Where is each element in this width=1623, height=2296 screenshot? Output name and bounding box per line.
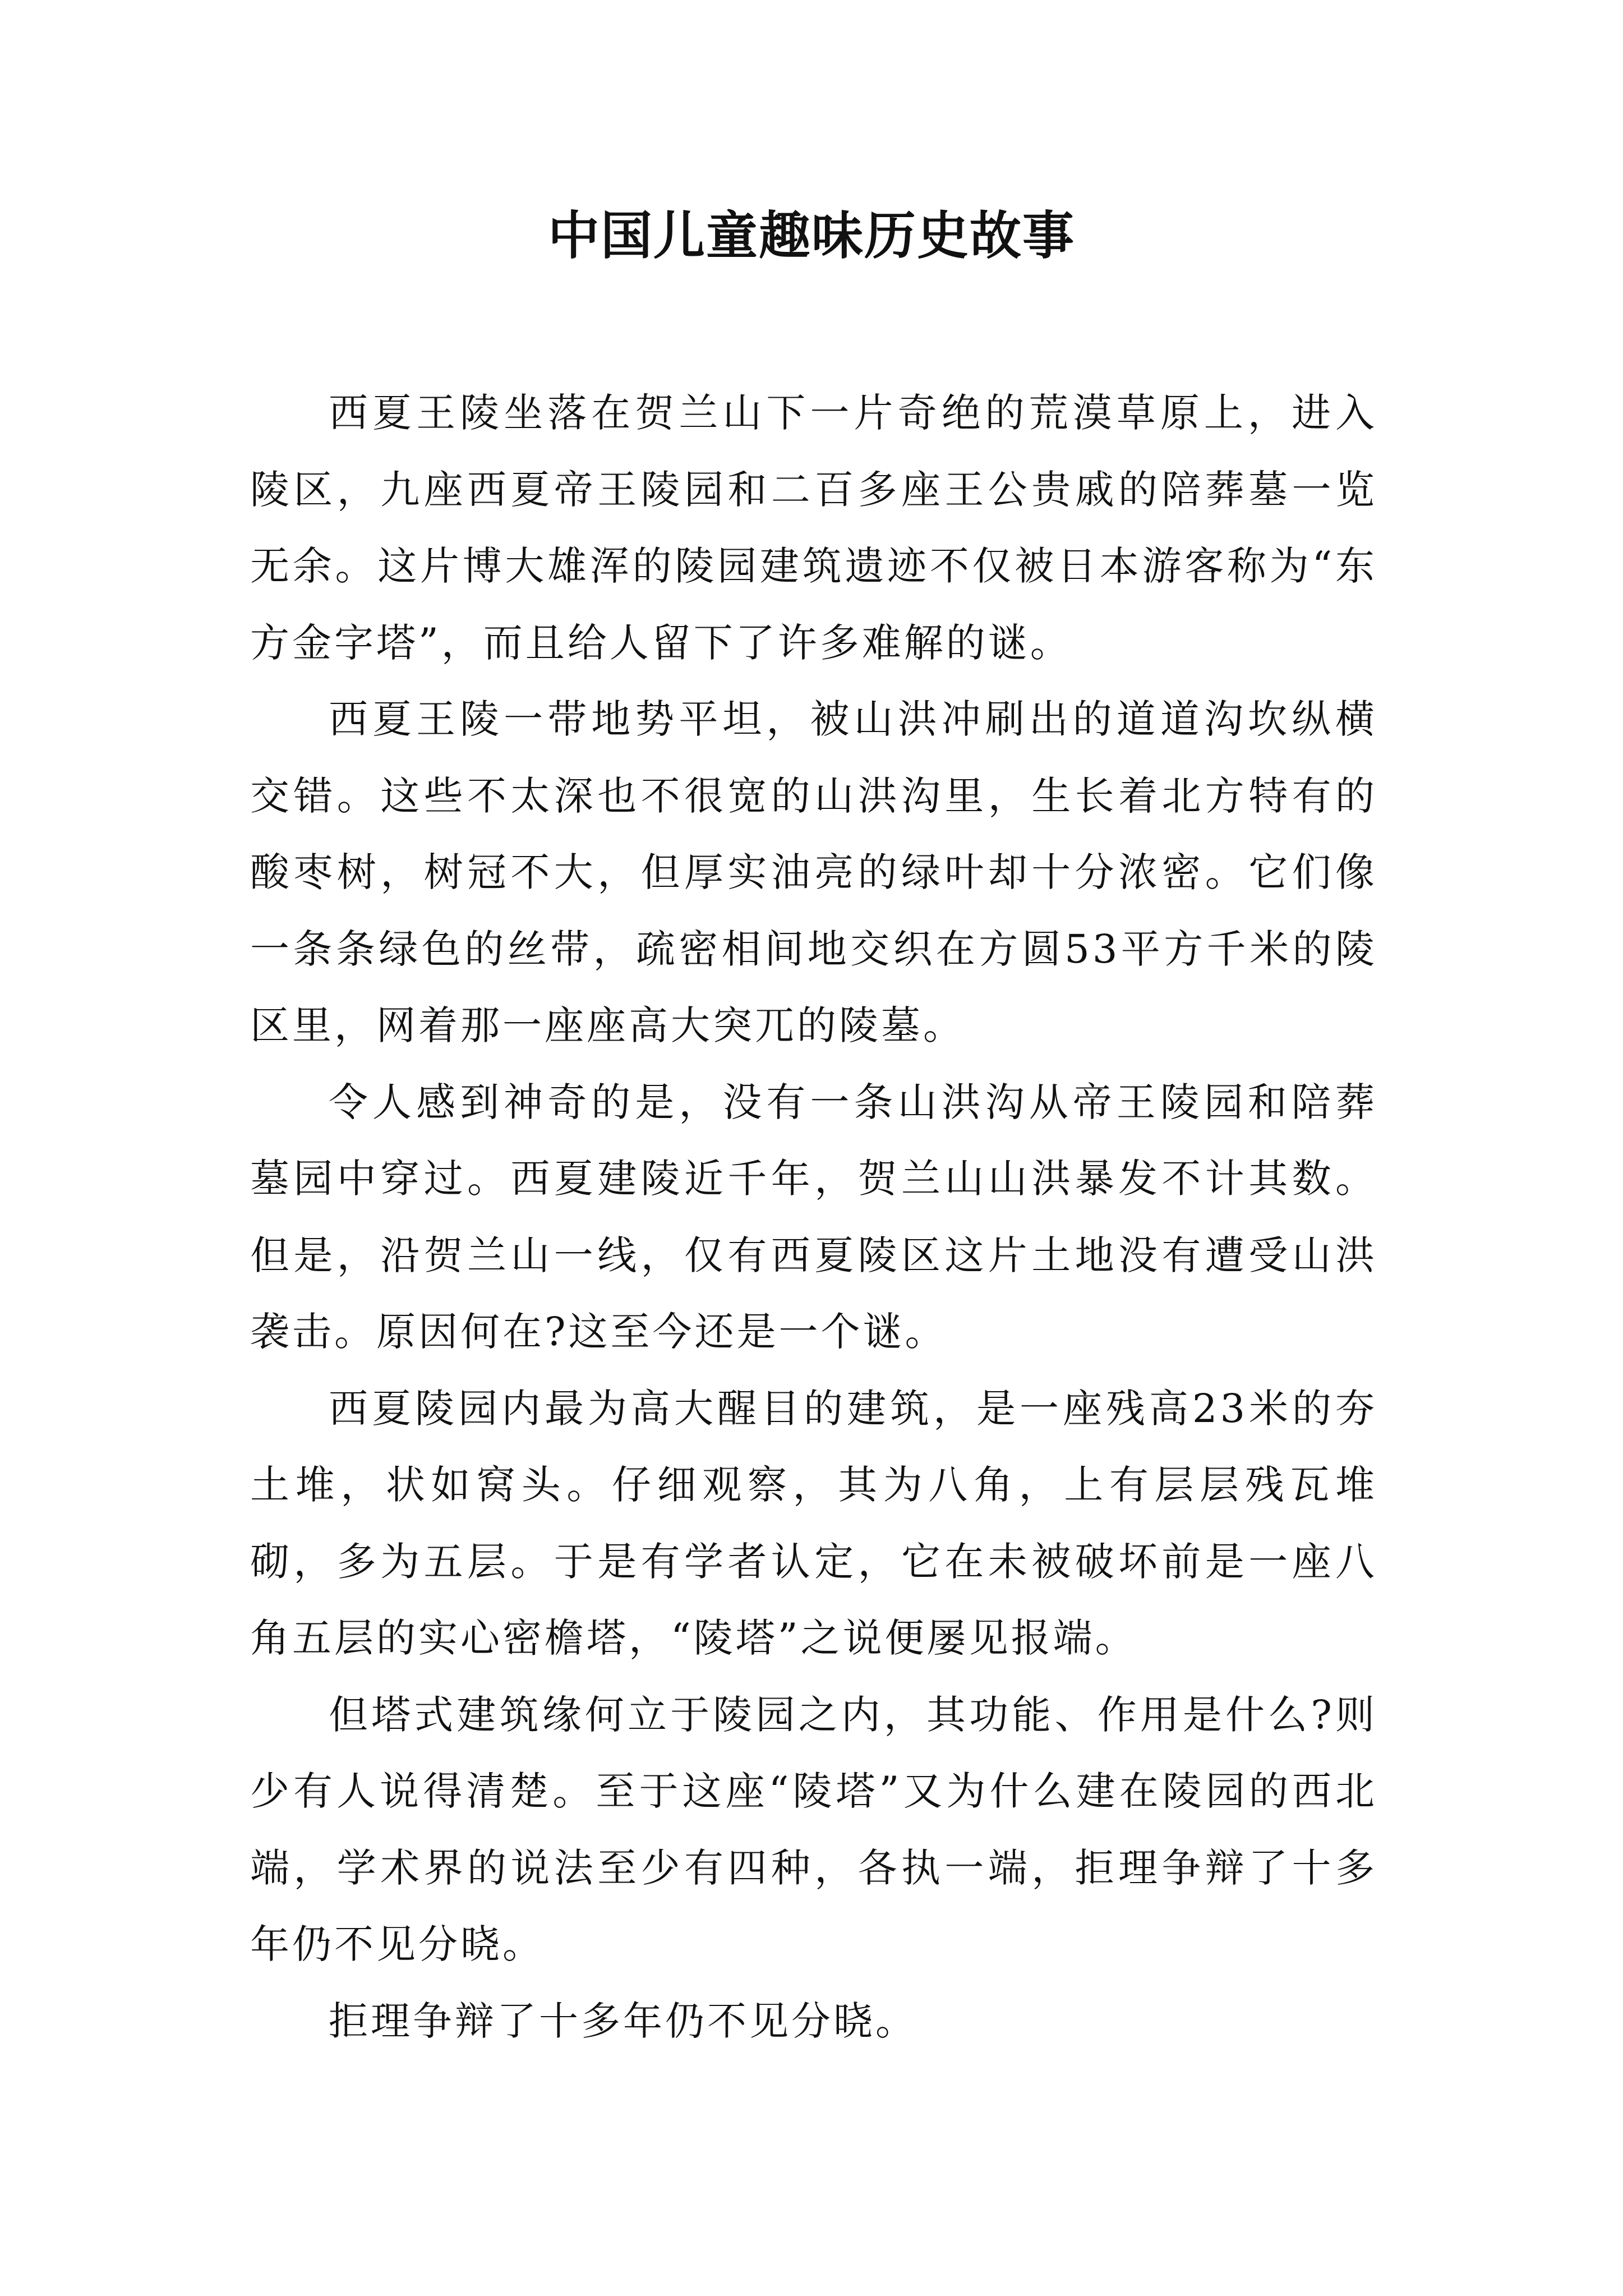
- paragraph-1: 西夏王陵坐落在贺兰山下一片奇绝的荒漠草原上，进入陵区，九座西夏帝王陵园和二百多座王公贵戚的陪葬墓一览无余。这片博大雄浑的陵园建筑遗迹不仅被日本游客称为“东方金字塔”，而且给人留下了许多难解的谜。: [250, 390, 1377, 666]
- paragraph-6: 拒理争辩了十多年仍不见分晓。: [329, 1998, 917, 2044]
- article-body: [250, 375, 1377, 2059]
- paragraph-4: 西夏陵园内最为高大醒目的建筑，是一座残高23米的夯土堆，状如窝头。仔细观察，其为八角，上有层层残瓦堆砌，多为五层。于是有学者认定，它在未被破坏前是一座八角五层的实心密檐塔，“陵塔”之说便屡见报端。: [250, 1385, 1377, 1661]
- paragraph-3: 令人感到神奇的是，没有一条山洪沟从帝王陵园和陪葬墓园中穿过。西夏建陵近千年，贺兰山山洪暴发不计其数。但是，沿贺兰山一线，仅有西夏陵区这片土地没有遭受山洪袭击。原因何在?这至今还是一个谜。: [250, 1079, 1377, 1355]
- paragraph-5: 但塔式建筑缘何立于陵园之内，其功能、作用是什么?则少有人说得清楚。至于这座“陵塔”又为什么建在陵园的西北端，学术界的说法至少有四种，各执一端，拒理争辩了十多年仍不见分晓。: [250, 1691, 1377, 1967]
- page-title: 中国儿童趣味历史故事: [547, 205, 1075, 266]
- paragraph-2: 西夏王陵一带地势平坦，被山洪冲刷出的道道沟坎纵横交错。这些不太深也不很宽的山洪沟里，生长着北方特有的酸枣树，树冠不大，但厚实油亮的绿叶却十分浓密。它们像一条条绿色的丝带，疏密相间地交织在方圆53平方千米的陵区里，网着那一座座高大突兀的陵墓。: [250, 696, 1377, 1048]
